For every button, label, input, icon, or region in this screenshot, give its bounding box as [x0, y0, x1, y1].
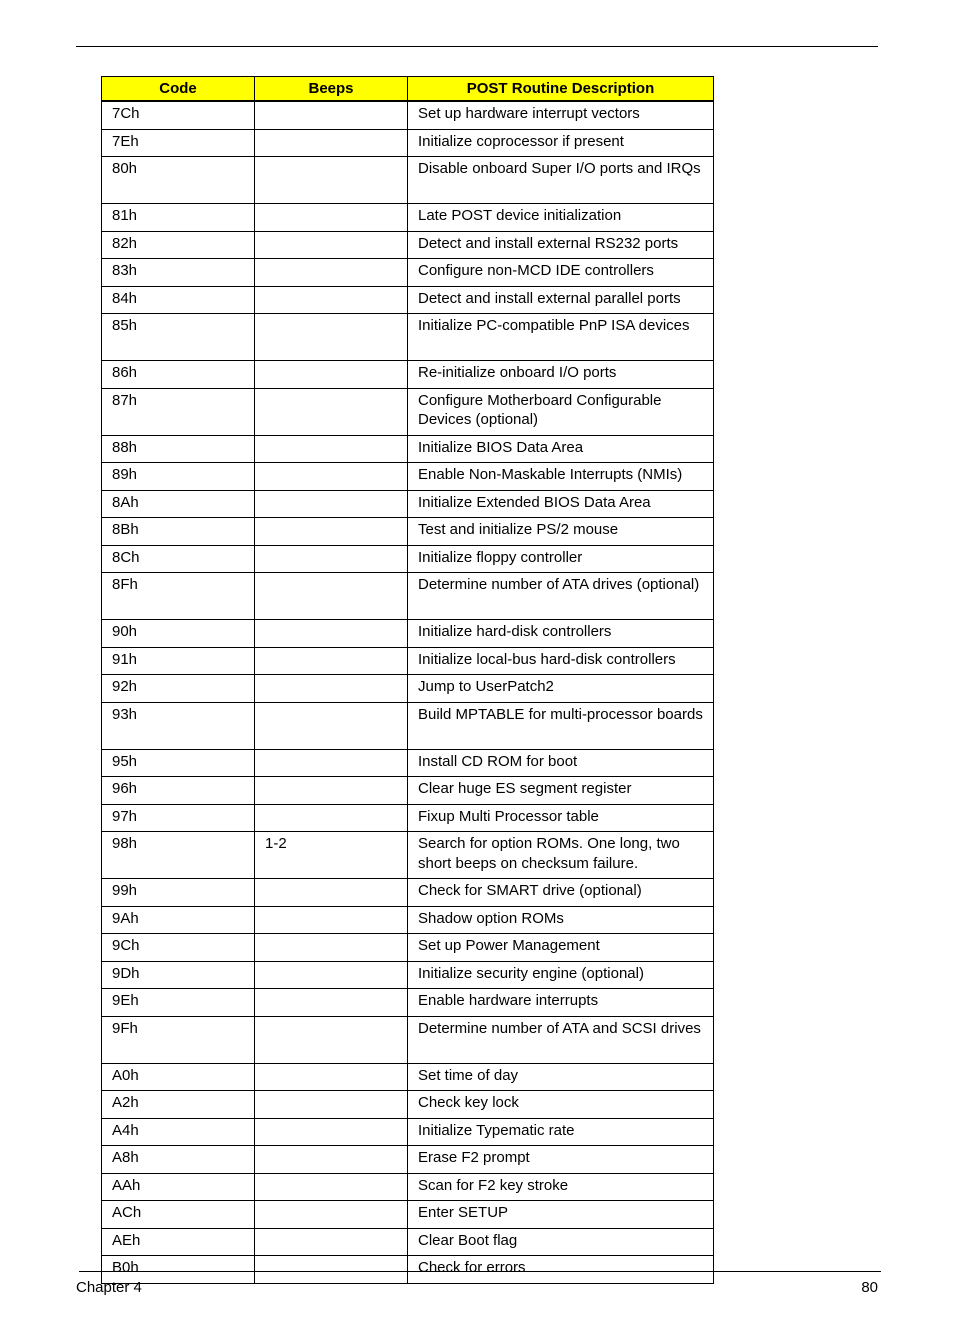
cell-code: 87h	[102, 388, 255, 435]
cell-code: 9Eh	[102, 989, 255, 1017]
column-header-beeps: Beeps	[255, 77, 408, 102]
table-row	[102, 545, 714, 573]
column-header-description: POST Routine Description	[408, 77, 714, 102]
cell-beeps	[255, 259, 408, 287]
cell-description: Initialize local-bus hard-disk controllers	[408, 647, 714, 675]
cell-beeps	[255, 545, 408, 573]
cell-code: A0h	[102, 1063, 255, 1091]
cell-beeps	[255, 204, 408, 232]
table-row	[102, 934, 714, 962]
table-row	[102, 361, 714, 389]
cell-beeps	[255, 961, 408, 989]
cell-description: Initialize floppy controller	[408, 545, 714, 573]
cell-description: Jump to UserPatch2	[408, 675, 714, 703]
cell-code: 80h	[102, 157, 255, 204]
cell-code: AEh	[102, 1228, 255, 1256]
table-row	[102, 463, 714, 491]
cell-code: 88h	[102, 435, 255, 463]
cell-code: 9Ch	[102, 934, 255, 962]
table-body	[102, 101, 714, 1283]
table-row	[102, 749, 714, 777]
table-row	[102, 989, 714, 1017]
table-row	[102, 961, 714, 989]
table-row	[102, 388, 714, 435]
cell-beeps	[255, 702, 408, 749]
cell-description: Determine number of ATA drives (optional)	[408, 573, 714, 620]
table-row	[102, 1091, 714, 1119]
cell-code: 82h	[102, 231, 255, 259]
cell-description: Detect and install external parallel ports	[408, 286, 714, 314]
table-row	[102, 906, 714, 934]
cell-description: Check for SMART drive (optional)	[408, 879, 714, 907]
cell-code: 81h	[102, 204, 255, 232]
cell-beeps	[255, 388, 408, 435]
table-row	[102, 1063, 714, 1091]
cell-beeps	[255, 989, 408, 1017]
cell-code: A2h	[102, 1091, 255, 1119]
column-header-code: Code	[102, 77, 255, 102]
cell-code: 89h	[102, 463, 255, 491]
table-row	[102, 101, 714, 129]
cell-code: 98h	[102, 832, 255, 879]
cell-code: 97h	[102, 804, 255, 832]
cell-beeps	[255, 1256, 408, 1284]
cell-description: Test and initialize PS/2 mouse	[408, 518, 714, 546]
cell-description: Set time of day	[408, 1063, 714, 1091]
cell-beeps	[255, 286, 408, 314]
cell-description: Determine number of ATA and SCSI drives	[408, 1016, 714, 1063]
cell-code: A4h	[102, 1118, 255, 1146]
cell-description: Initialize coprocessor if present	[408, 129, 714, 157]
table-row	[102, 1173, 714, 1201]
cell-beeps	[255, 435, 408, 463]
cell-code: 99h	[102, 879, 255, 907]
cell-beeps	[255, 463, 408, 491]
cell-description: Configure Motherboard Configurable Devices (optional)	[408, 388, 714, 435]
header-rule	[76, 46, 878, 47]
cell-description: Build MPTABLE for multi-processor boards	[408, 702, 714, 749]
cell-description: Re-initialize onboard I/O ports	[408, 361, 714, 389]
cell-description: Fixup Multi Processor table	[408, 804, 714, 832]
table-row	[102, 1201, 714, 1229]
cell-beeps	[255, 1118, 408, 1146]
table-row	[102, 647, 714, 675]
cell-code: 95h	[102, 749, 255, 777]
table-row	[102, 157, 714, 204]
cell-beeps	[255, 157, 408, 204]
cell-description: Scan for F2 key stroke	[408, 1173, 714, 1201]
table-row	[102, 259, 714, 287]
footer-page-number: 80	[861, 1279, 878, 1296]
cell-beeps	[255, 804, 408, 832]
cell-code: B0h	[102, 1256, 255, 1284]
cell-beeps	[255, 1146, 408, 1174]
cell-code: 9Ah	[102, 906, 255, 934]
table-row	[102, 518, 714, 546]
cell-code: 8Ch	[102, 545, 255, 573]
cell-beeps	[255, 675, 408, 703]
cell-beeps	[255, 231, 408, 259]
cell-beeps	[255, 314, 408, 361]
cell-description: Enable hardware interrupts	[408, 989, 714, 1017]
cell-beeps	[255, 777, 408, 805]
cell-code: AAh	[102, 1173, 255, 1201]
table-row	[102, 435, 714, 463]
table-header-row	[102, 77, 714, 102]
cell-code: 83h	[102, 259, 255, 287]
table-row	[102, 1016, 714, 1063]
cell-code: 7Eh	[102, 129, 255, 157]
cell-code: 7Ch	[102, 101, 255, 129]
post-code-table	[101, 76, 714, 1284]
cell-code: 96h	[102, 777, 255, 805]
cell-description: Late POST device initialization	[408, 204, 714, 232]
cell-beeps	[255, 490, 408, 518]
table-row	[102, 490, 714, 518]
cell-code: 9Fh	[102, 1016, 255, 1063]
cell-code: 90h	[102, 620, 255, 648]
table-row	[102, 129, 714, 157]
cell-description: Initialize PC-compatible PnP ISA devices	[408, 314, 714, 361]
cell-beeps	[255, 1091, 408, 1119]
cell-beeps	[255, 1228, 408, 1256]
cell-description: Search for option ROMs. One long, two short beeps on checksum failure.	[408, 832, 714, 879]
table-row	[102, 1118, 714, 1146]
cell-beeps	[255, 518, 408, 546]
cell-beeps: 1-2	[255, 832, 408, 879]
cell-description: Initialize hard-disk controllers	[408, 620, 714, 648]
cell-description: Clear huge ES segment register	[408, 777, 714, 805]
table-row	[102, 573, 714, 620]
cell-description: Check key lock	[408, 1091, 714, 1119]
cell-description: Set up hardware interrupt vectors	[408, 101, 714, 129]
cell-code: 8Ah	[102, 490, 255, 518]
cell-description: Shadow option ROMs	[408, 906, 714, 934]
table-row	[102, 1256, 714, 1284]
cell-description: Enable Non-Maskable Interrupts (NMIs)	[408, 463, 714, 491]
cell-code: 93h	[102, 702, 255, 749]
cell-beeps	[255, 101, 408, 129]
cell-beeps	[255, 1063, 408, 1091]
cell-code: A8h	[102, 1146, 255, 1174]
footer-chapter: Chapter 4	[76, 1279, 142, 1296]
cell-code: 92h	[102, 675, 255, 703]
cell-description: Disable onboard Super I/O ports and IRQs	[408, 157, 714, 204]
table-row	[102, 1146, 714, 1174]
cell-beeps	[255, 879, 408, 907]
cell-description: Initialize Extended BIOS Data Area	[408, 490, 714, 518]
table-row	[102, 777, 714, 805]
cell-beeps	[255, 361, 408, 389]
table-row	[102, 832, 714, 879]
cell-description: Check for errors	[408, 1256, 714, 1284]
table-row	[102, 620, 714, 648]
table-row	[102, 879, 714, 907]
table-row	[102, 702, 714, 749]
cell-description: Initialize security engine (optional)	[408, 961, 714, 989]
table-row	[102, 1228, 714, 1256]
cell-code: 85h	[102, 314, 255, 361]
cell-beeps	[255, 749, 408, 777]
cell-code: ACh	[102, 1201, 255, 1229]
cell-description: Initialize BIOS Data Area	[408, 435, 714, 463]
table-row	[102, 804, 714, 832]
cell-code: 86h	[102, 361, 255, 389]
cell-code: 8Fh	[102, 573, 255, 620]
cell-beeps	[255, 1201, 408, 1229]
cell-beeps	[255, 1016, 408, 1063]
cell-code: 91h	[102, 647, 255, 675]
cell-beeps	[255, 573, 408, 620]
cell-beeps	[255, 620, 408, 648]
cell-description: Detect and install external RS232 ports	[408, 231, 714, 259]
cell-beeps	[255, 934, 408, 962]
cell-description: Enter SETUP	[408, 1201, 714, 1229]
cell-description: Install CD ROM for boot	[408, 749, 714, 777]
table-row	[102, 286, 714, 314]
cell-code: 84h	[102, 286, 255, 314]
cell-code: 8Bh	[102, 518, 255, 546]
cell-beeps	[255, 647, 408, 675]
cell-beeps	[255, 129, 408, 157]
table-row	[102, 204, 714, 232]
cell-beeps	[255, 1173, 408, 1201]
table-row	[102, 231, 714, 259]
cell-beeps	[255, 906, 408, 934]
cell-description: Erase F2 prompt	[408, 1146, 714, 1174]
cell-description: Configure non-MCD IDE controllers	[408, 259, 714, 287]
cell-description: Clear Boot flag	[408, 1228, 714, 1256]
cell-description: Initialize Typematic rate	[408, 1118, 714, 1146]
footer-rule	[79, 1271, 881, 1272]
table-row	[102, 675, 714, 703]
cell-code: 9Dh	[102, 961, 255, 989]
cell-description: Set up Power Management	[408, 934, 714, 962]
table-row	[102, 314, 714, 361]
